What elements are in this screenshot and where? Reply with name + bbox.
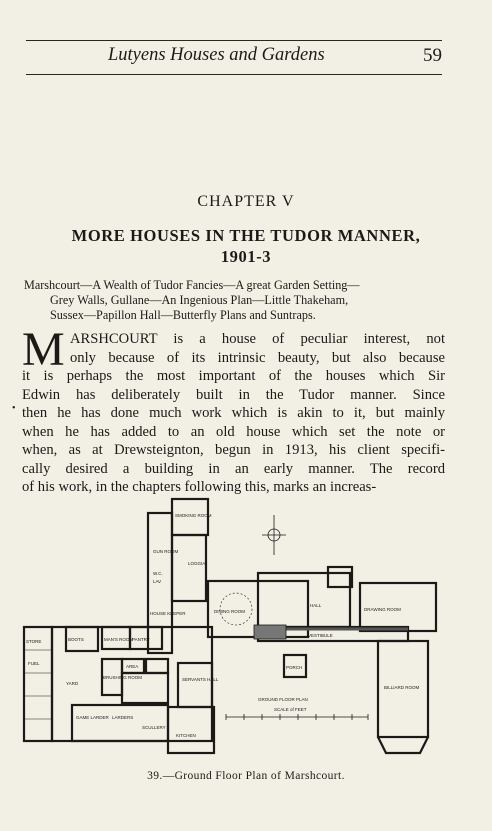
paragraph-line: Edwin has deliberately built in the Tudor manner. Since bbox=[22, 386, 445, 403]
room-label: GAME LARDER bbox=[76, 715, 109, 720]
room-label: HALL bbox=[310, 603, 322, 608]
paragraph-line: when he has added to an old house which set the note or bbox=[22, 423, 445, 440]
room-label: HOUSE KEEPER bbox=[150, 611, 186, 616]
chapter-title-line: MORE HOUSES IN THE TUDOR MANNER, bbox=[71, 226, 421, 245]
room-label: FUEL bbox=[28, 661, 40, 666]
paragraph-line: it is perhaps the most important of the houses which Sir bbox=[22, 368, 445, 384]
synopsis-line: Sussex—Papillon Hall—Butterfly Plans and Suntraps. bbox=[50, 308, 316, 322]
header-top-rule bbox=[26, 40, 442, 41]
room-label: GUN ROOM bbox=[153, 549, 179, 554]
figure-caption: 39.—Ground Floor Plan of Marshcourt. bbox=[147, 770, 345, 782]
room-label: SCULLERY bbox=[142, 725, 166, 730]
wall-larders bbox=[72, 705, 168, 741]
room-label: LARDERS bbox=[112, 715, 134, 720]
room-label: MAN'S ROOM bbox=[104, 637, 134, 642]
drop-cap: M bbox=[22, 323, 65, 376]
wall-stores bbox=[24, 627, 52, 741]
room-label: DRAWING ROOM bbox=[364, 607, 401, 612]
room-label: VESTIBULE bbox=[308, 633, 333, 638]
paragraph-line: when, as at Drewsteignton, begun in 1913, his client specifi- bbox=[22, 442, 445, 458]
header-bottom-rule bbox=[26, 74, 442, 75]
room-label: SERVANTS HALL bbox=[182, 677, 219, 682]
room-label: YARD bbox=[66, 681, 79, 686]
chapter-number: CHAPTER V bbox=[197, 193, 295, 210]
room-label: PORCH bbox=[286, 665, 303, 670]
chapter-synopsis bbox=[24, 278, 444, 323]
synopsis-line: Grey Walls, Gullane—An Ingenious Plan—Little Thakeham, bbox=[50, 293, 349, 307]
room-label: KITCHEN bbox=[176, 733, 196, 738]
synopsis-line: Marshcourt—A Wealth of Tudor Fancies—A great Garden Setting— bbox=[24, 278, 360, 292]
wall-servants-hall bbox=[178, 663, 212, 707]
room-label: BILLIARD ROOM bbox=[384, 685, 420, 690]
paragraph-line: ARSHCOURT is a house of peculiar interest, not bbox=[70, 331, 445, 347]
paragraph-line: then he has done much work which is akin to it, but mainly bbox=[22, 405, 445, 421]
margin-mark: • bbox=[12, 403, 16, 414]
room-label: SCALE of FEET bbox=[274, 707, 307, 712]
room-label: BRUSHING ROOM bbox=[103, 675, 143, 680]
floor-plan-figure bbox=[22, 495, 442, 763]
chapter-title-date: 1901-3 bbox=[220, 247, 272, 266]
compass-icon bbox=[262, 515, 286, 555]
room-label: AREA bbox=[126, 664, 139, 669]
wall-kitchen bbox=[168, 707, 214, 753]
chapter-title bbox=[40, 225, 452, 267]
running-title: Lutyens Houses and Gardens bbox=[108, 45, 325, 65]
paragraph-line: of his work, in the chapters following this, marks an increas- bbox=[22, 479, 377, 495]
page-number: 59 bbox=[423, 45, 442, 66]
paragraph-line: cally desired a building in an early manner. The record bbox=[22, 460, 445, 477]
room-label: LOGGIA bbox=[188, 561, 206, 566]
wall-gun-loggia bbox=[172, 535, 206, 601]
room-label: STORE bbox=[26, 639, 42, 644]
floor-plan-drawing bbox=[22, 495, 442, 763]
wall-billiard-bay bbox=[378, 737, 428, 753]
wall-bay bbox=[328, 567, 352, 587]
room-label: LAV bbox=[153, 579, 162, 584]
scale-bar bbox=[226, 714, 368, 720]
wall-area-2 bbox=[146, 659, 168, 673]
room-label: DINING ROOM bbox=[214, 609, 245, 614]
body-paragraph bbox=[22, 323, 445, 497]
room-label: SMOKING ROOM bbox=[175, 513, 212, 518]
room-label: GROUND FLOOR PLAN bbox=[258, 697, 308, 702]
room-label: W.C. bbox=[153, 571, 163, 576]
paragraph-line: only because of its intrinsic beauty, but also because bbox=[70, 349, 445, 366]
room-label: BOOTS bbox=[68, 637, 84, 642]
room-label: PANTRY bbox=[132, 637, 150, 642]
